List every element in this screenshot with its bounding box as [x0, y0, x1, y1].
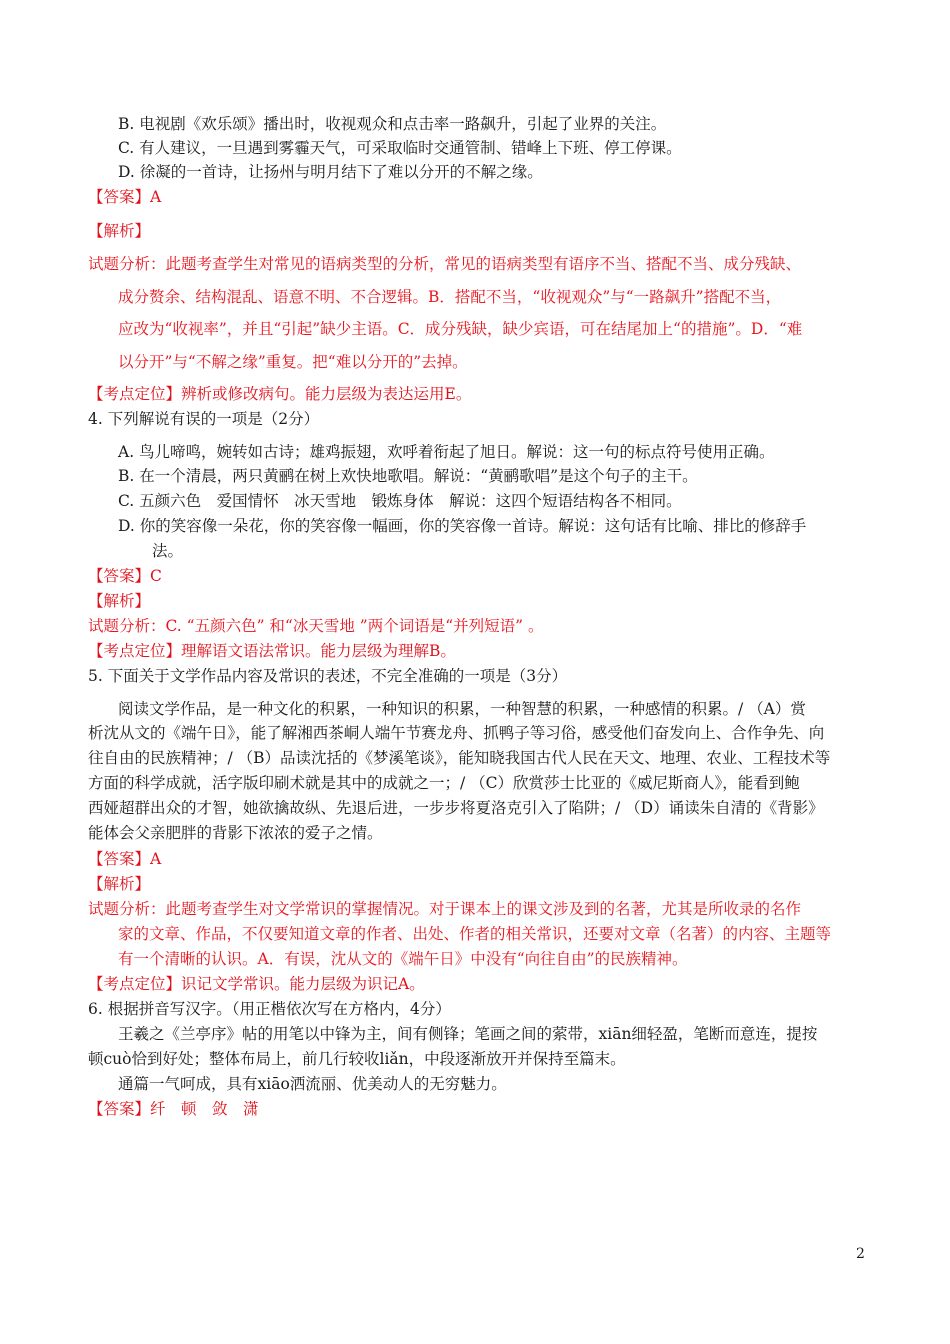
q3-analysis-line: 成分赘余、结构混乱、语意不明、不合逻辑。B．搭配不当，“收视观众”与“一路飙升”搭配不当， [118, 288, 782, 306]
q6-passage-line: 王羲之《兰亭序》帖的用笔以中锋为主，间有侧锋；笔画之间的萦带，xiān细轻盈，笔断而意连，提按 [118, 1025, 818, 1043]
q5-passage-line: 析沈从文的《端午日》，能了解湘西茶峒人端午节赛龙舟、抓鸭子等习俗，感受他们奋发向上、合作争先、向 [88, 724, 825, 742]
q3-point: 【考点定位】辨析或修改病句。能力层级为表达运用E。 [88, 385, 472, 403]
q4-point: 【考点定位】理解语文语法常识。能力层级为理解B。 [88, 642, 456, 660]
option-c-line: C. 有人建议，一旦遇到雾霾天气，可采取临时交通管制、错峰上下班、停工停课。 [118, 139, 682, 157]
q3-answer: 【答案】A [88, 188, 162, 206]
q4-option-a: A. 鸟儿啼鸣，婉转如古诗；雄鸡振翅，欢呼着衔起了旭日。解说：这一句的标点符号使用正确。 [118, 443, 775, 461]
q4-option-d-cont: 法。 [152, 542, 184, 560]
q3-analysis-label: 【解析】 [88, 222, 151, 240]
q5-analysis-line: 试题分析：此题考查学生对文学常识的掌握情况。对于课本上的课文涉及到的名著，尤其是所收录的名作 [88, 900, 802, 918]
q5-analysis-line: 有一个清晰的认识。A．有误，沈从文的《端午日》中没有“向往自由”的民族精神。 [118, 950, 688, 968]
q6-passage-line: 通篇一气呵成，具有xiāo洒流丽、优美动人的无穷魅力。 [118, 1075, 507, 1093]
q4-analysis-label: 【解析】 [88, 592, 151, 610]
q5-answer: 【答案】A [88, 850, 162, 868]
q5-point: 【考点定位】识记文学常识。能力层级为识记A。 [88, 975, 425, 993]
q5-passage-line: 阅读文学作品，是一种文化的积累，一种知识的积累，一种智慧的积累，一种感情的积累。/ （A）赏 [118, 700, 806, 718]
q4-stem: 4. 下列解说有误的一项是（2分） [88, 410, 320, 428]
q3-analysis-line: 以分开”与“不解之缘”重复。把“难以分开的”去掉。 [118, 353, 468, 371]
q6-stem: 6. 根据拼音写汉字。（用正楷依次写在方格内，4分） [88, 1000, 451, 1018]
q4-answer: 【答案】C [88, 567, 162, 585]
q4-analysis: 试题分析：C. “五颜六色” 和“冰天雪地 ”两个词语是“并列短语” 。 [88, 617, 544, 635]
q4-option-d: D. 你的笑容像一朵花，你的笑容像一幅画，你的笑容像一首诗。解说：这句话有比喻、排比的修辞手 [118, 517, 807, 535]
q6-answer: 【答案】纤 顿 敛 潇 [88, 1100, 259, 1118]
option-b-line: B. 电视剧《欢乐颂》播出时，收视观众和点击率一路飙升，引起了业界的关注。 [118, 115, 667, 133]
q5-passage-line: 往自由的民族精神；/ （B）品读沈括的《梦溪笔谈》，能知晓我国古代人民在天文、地理、农业、工程技术等 [88, 749, 831, 767]
q5-passage-line: 能体会父亲肥胖的背影下浓浓的爱子之情。 [88, 824, 383, 842]
page-number: 2 [856, 1246, 865, 1262]
q5-analysis-label: 【解析】 [88, 875, 151, 893]
q5-passage-line: 西娅超群出众的才智，她欲擒故纵、先退后进，一步步将夏洛克引入了陷阱；/ （D）诵读朱自清的《背影》 [88, 799, 824, 817]
q5-passage-line: 方面的科学成就，活字版印刷术就是其中的成就之一；/ （C）欣赏莎士比亚的《威尼斯商人》，能看到鲍 [88, 774, 800, 792]
q4-option-b: B. 在一个清晨，两只黄鹂在树上欢快地歌唱。解说：“黄鹂歌唱”是这个句子的主干。 [118, 467, 698, 485]
q3-analysis-line: 应改为“收视率”，并且“引起”缺少主语。C．成分残缺，缺少宾语，可在结尾加上“的措施”。D．“难 [118, 320, 803, 338]
q4-option-c: C. 五颜六色 爱国情怀 冰天雪地 锻炼身体 解说：这四个短语结构各不相同。 [118, 492, 682, 510]
q5-stem: 5. 下面关于文学作品内容及常识的表述，不完全准确的一项是（3分） [88, 667, 568, 685]
q6-passage-line: 顿cuò恰到好处；整体布局上，前几行较收liǎn，中段逐渐放开并保持至篇末。 [88, 1050, 626, 1068]
q5-analysis-line: 家的文章、作品，不仅要知道文章的作者、出处、作者的相关常识，还要对文章（名著）的内容、主题等 [118, 925, 832, 943]
option-d-line: D. 徐凝的一首诗，让扬州与明月结下了难以分开的不解之缘。 [118, 163, 543, 181]
q3-analysis-line: 试题分析：此题考查学生对常见的语病类型的分析，常见的语病类型有语序不当、搭配不当、成分残缺、 [88, 255, 802, 273]
